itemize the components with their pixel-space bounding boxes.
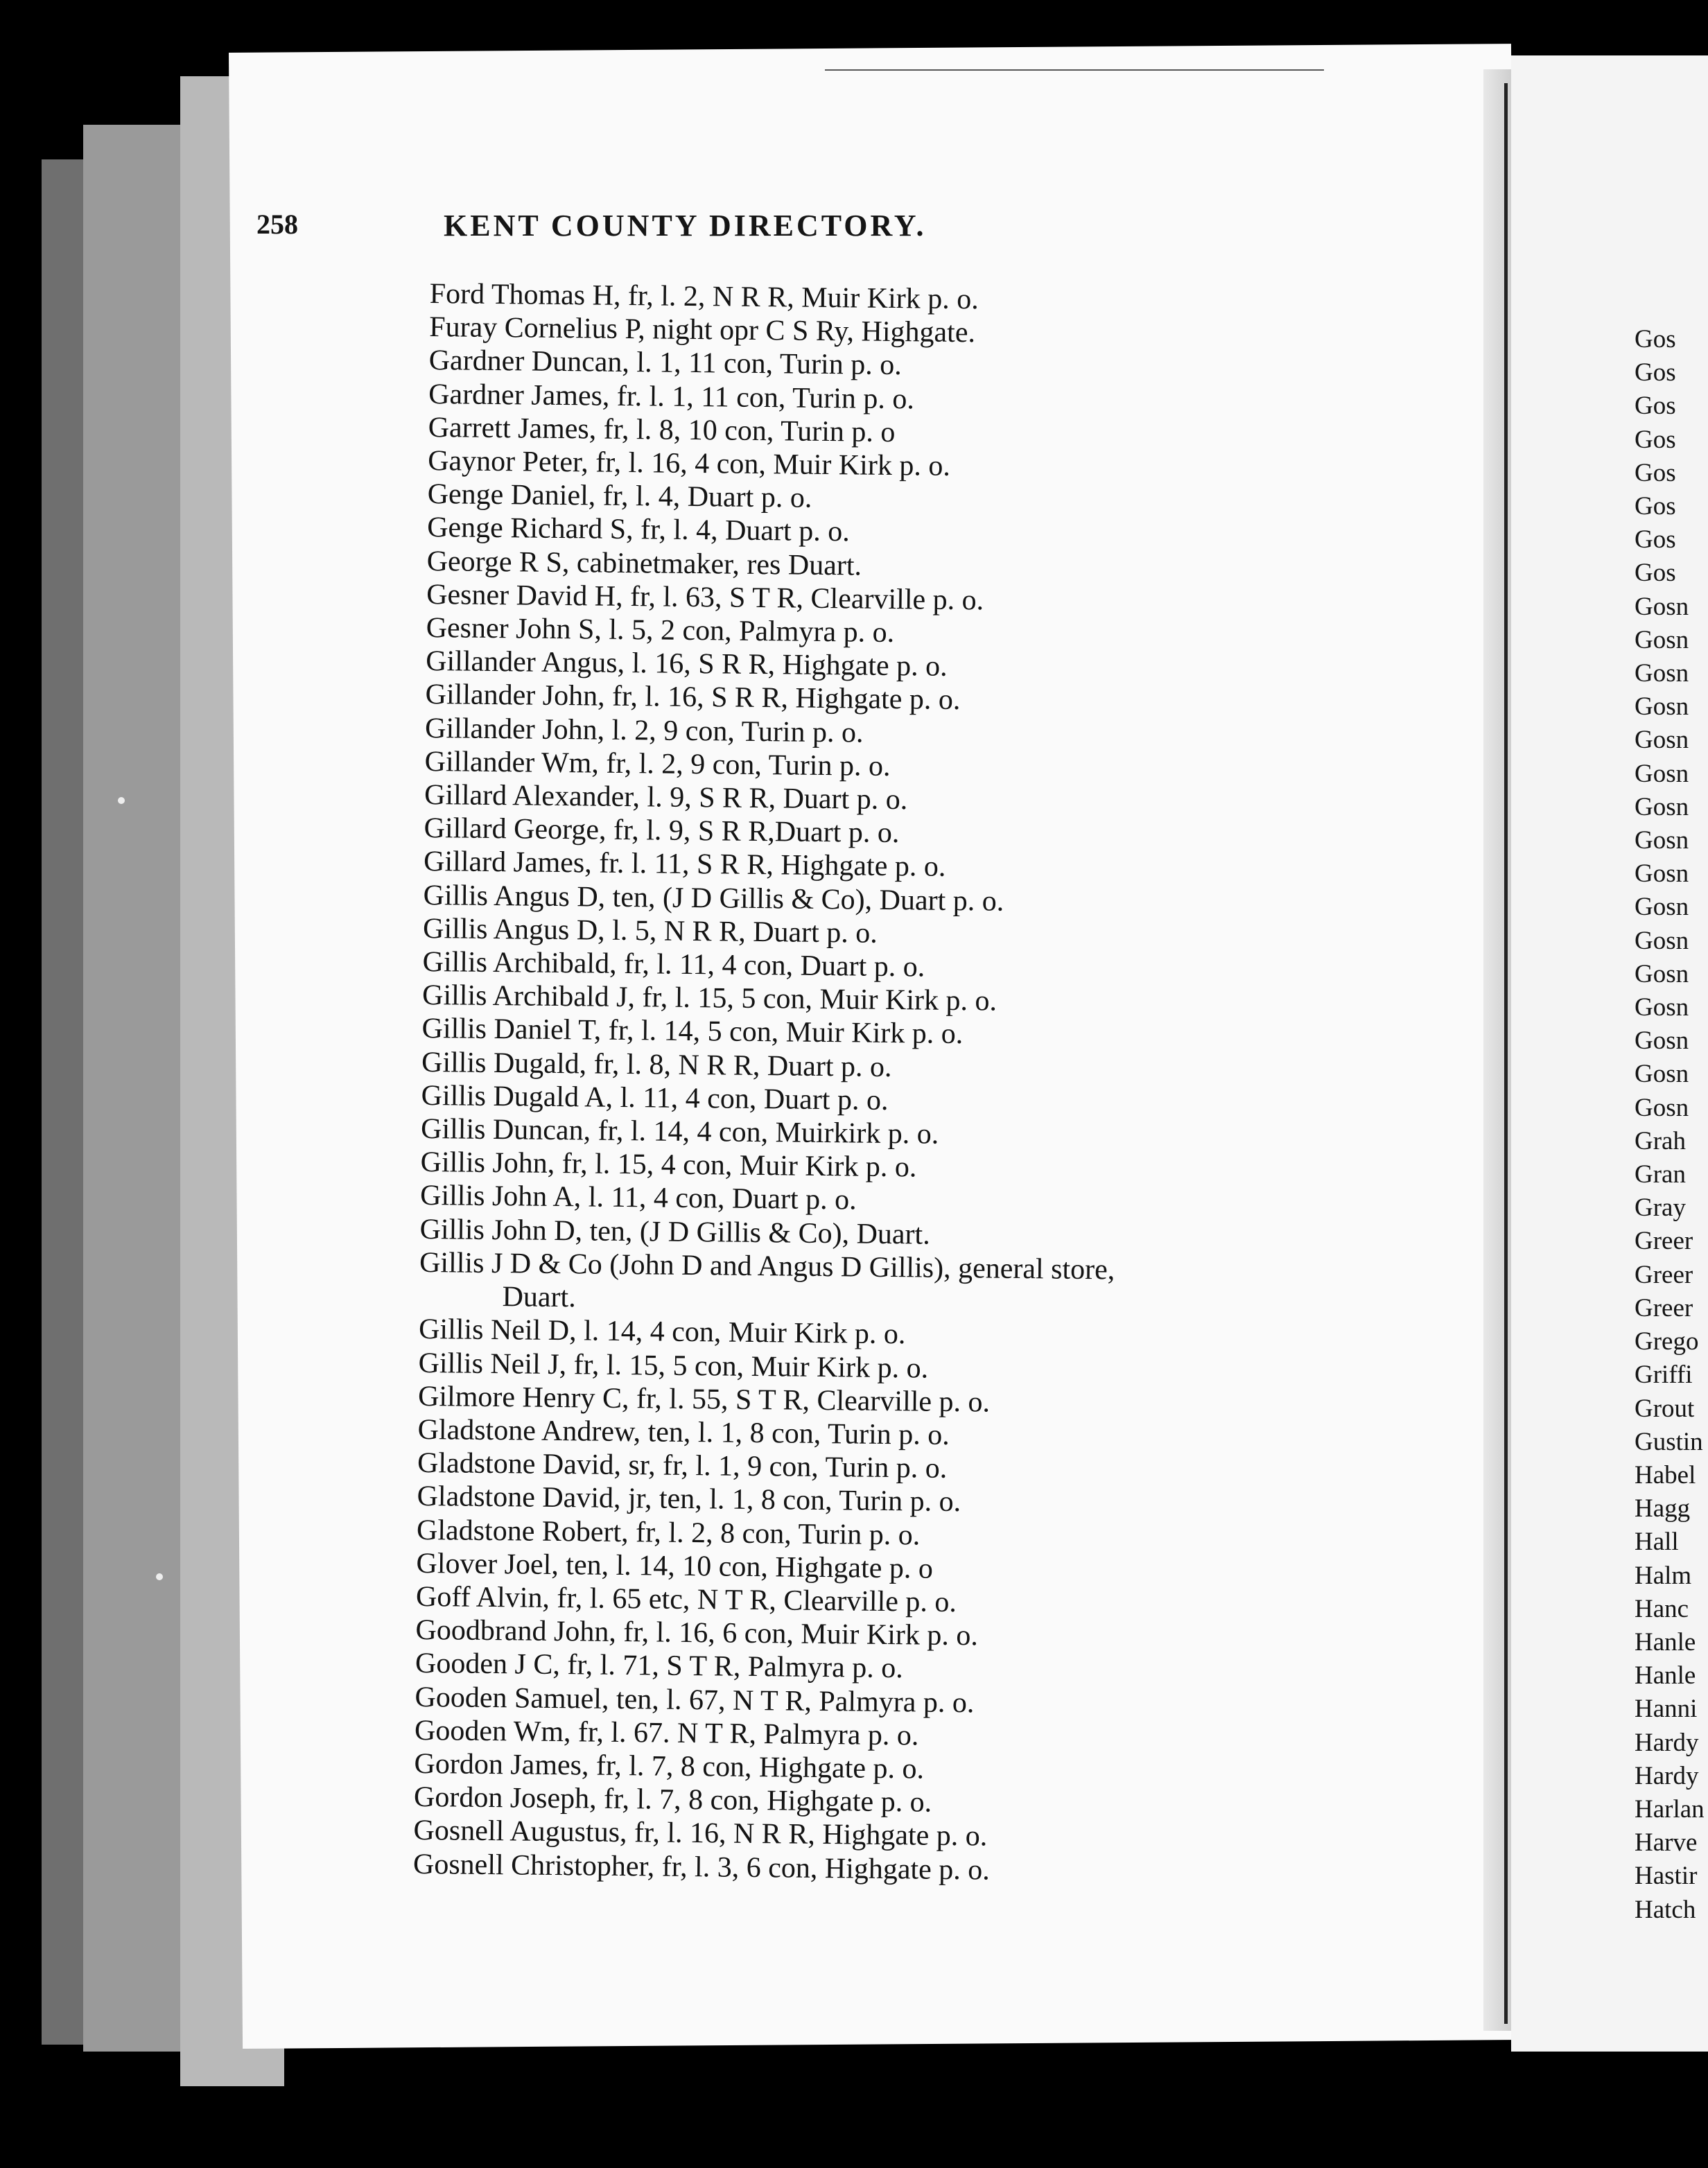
right-page-entry-fragment: Gosn — [1635, 692, 1689, 722]
right-page-entry-fragment: Gosn — [1635, 959, 1689, 988]
directory-entry: Gillis Archibald, fr, l. 11, 4 con, Duart p. o. — [422, 946, 925, 984]
right-page-entry-fragment: Hanc — [1635, 1594, 1689, 1623]
right-page-entry-fragment: Hanle — [1635, 1661, 1696, 1690]
right-page-entry-fragment: Gosn — [1635, 726, 1689, 755]
directory-entry: Gillis Angus D, l. 5, N R R, Duart p. o. — [422, 912, 878, 950]
directory-entry: Gosnell Augustus, fr, l. 16, N R R, Highgate p. o. — [413, 1815, 988, 1853]
directory-entry: Goff Alvin, fr, l. 65 etc, N T R, Clearville p. o. — [415, 1580, 957, 1618]
right-page-entry-fragment: Gosn — [1635, 1093, 1689, 1122]
directory-entry: Gesner David H, fr, l. 63, S T R, Clearville p. o. — [426, 578, 984, 617]
margin-speck — [118, 797, 125, 804]
directory-entry: Gardner James, fr. l. 1, 11 con, Turin p. o. — [428, 378, 915, 415]
right-page-entry-fragment: Grout — [1635, 1394, 1695, 1423]
directory-entry: Gardner Duncan, l. 1, 11 con, Turin p. o. — [428, 344, 902, 382]
directory-entry: Gordon Joseph, fr, l. 7, 8 con, Highgate p. o. — [413, 1781, 932, 1819]
right-page-entry-fragment: Greer — [1635, 1227, 1693, 1256]
binding-line — [1504, 83, 1508, 2024]
right-page-entry-fragment: Gosn — [1635, 759, 1689, 788]
right-page-entry-fragment: Hastir — [1635, 1862, 1698, 1891]
directory-entry: Gooden J C, fr, l. 71, S T R, Palmyra p. o. — [415, 1647, 904, 1685]
right-page-entry-fragment: Gosn — [1635, 625, 1689, 654]
right-page-entry-fragment: Gos — [1635, 559, 1676, 588]
directory-entry: Gillis Angus D, ten, (J D Gillis & Co), Duart p. o. — [423, 879, 1004, 918]
directory-entry: Gillis John D, ten, (J D Gillis & Co), Duart. — [419, 1213, 930, 1251]
directory-entry: Goodbrand John, fr, l. 16, 6 con, Muir Kirk p. o. — [415, 1614, 979, 1652]
right-page-entry-fragment: Hanle — [1635, 1627, 1696, 1656]
right-page-entry-fragment: Gosn — [1635, 893, 1689, 922]
right-page-entry-fragment: Gos — [1635, 392, 1676, 421]
right-page-entry-fragment: Gos — [1635, 492, 1676, 521]
directory-entry: Gillis Neil J, fr, l. 15, 5 con, Muir Kirk p. o. — [418, 1347, 929, 1385]
directory-entry: Glover Joel, ten, l. 14, 10 con, Highgate p. o — [416, 1547, 934, 1585]
directory-entry: Gillard Alexander, l. 9, S R R, Duart p. o. — [424, 779, 908, 816]
right-page-entry-fragment: Gos — [1635, 325, 1676, 353]
right-page-entry-fragment: Gosn — [1635, 659, 1689, 688]
right-page-entry-fragment: Gos — [1635, 425, 1676, 454]
directory-entry: Gosnell Christopher, fr, l. 3, 6 con, Highgate p. o. — [412, 1848, 991, 1887]
margin-speck — [156, 1573, 163, 1580]
page-number: 258 — [256, 209, 298, 240]
directory-entry: Genge Richard S, fr, l. 4, Duart p. o. — [426, 512, 850, 548]
directory-entry: Gooden Samuel, ten, l. 67, N T R, Palmyra p. o. — [415, 1681, 975, 1719]
right-page-entry-fragment: Gos — [1635, 458, 1676, 487]
right-page-entry-fragment: Gos — [1635, 525, 1676, 554]
right-page-entry-fragment: Hanni — [1635, 1695, 1698, 1724]
running-head: KENT COUNTY DIRECTORY. — [444, 209, 927, 243]
directory-entry: Gillis Neil D, l. 14, 4 con, Muir Kirk p. o. — [418, 1313, 906, 1351]
page-header — [256, 208, 1310, 263]
directory-entry: Duart. — [502, 1281, 576, 1314]
right-page-entry-fragment: Gosn — [1635, 826, 1689, 855]
directory-entry: Gillard James, fr. l. 11, S R R, Highgate p. o. — [423, 846, 946, 884]
directory-entry: Gordon James, fr, l. 7, 8 con, Highgate p. o. — [414, 1747, 925, 1785]
right-page-entry-fragment: Gustin — [1635, 1427, 1703, 1456]
directory-entry: Gesner John S, l. 5, 2 con, Palmyra p. o. — [426, 612, 895, 649]
directory-entry: Gillis Daniel T, fr, l. 14, 5 con, Muir Kirk p. o. — [421, 1013, 964, 1051]
right-page-entry-fragment: Greer — [1635, 1293, 1693, 1322]
directory-entry: Gillander John, l. 2, 9 con, Turin p. o. — [424, 712, 864, 749]
directory-entry: Ford Thomas H, fr, l. 2, N R R, Muir Kirk p. o. — [429, 277, 979, 316]
right-page-entry-fragment: Habel — [1635, 1460, 1696, 1489]
directory-entry: Gillis John A, l. 11, 4 con, Duart p. o. — [419, 1180, 857, 1217]
directory-entry: Garrett James, fr, l. 8, 10 con, Turin p. o — [428, 411, 896, 448]
right-page-entry-fragment: Gosn — [1635, 592, 1689, 621]
directory-entry: Gillander John, fr, l. 16, S R R, Highgate p. o. — [425, 679, 961, 717]
right-page-entry-fragment: Gran — [1635, 1160, 1686, 1189]
directory-entry: Gillander Wm, fr, l. 2, 9 con, Turin p. o. — [424, 745, 891, 783]
right-page-entry-fragment: Hardy — [1635, 1728, 1699, 1757]
directory-entry: Gillis Duncan, fr, l. 14, 4 con, Muirkirk p. o. — [420, 1113, 939, 1151]
right-page-entry-fragment: Gray — [1635, 1194, 1686, 1223]
right-page-entry-fragment: Harve — [1635, 1828, 1698, 1857]
directory-entry: Gaynor Peter, fr, l. 16, 4 con, Muir Kirk p. o. — [427, 445, 951, 482]
right-page-entry-fragment: Gosn — [1635, 1026, 1689, 1056]
right-page-entry-fragment: Harlan — [1635, 1794, 1705, 1824]
right-page-entries — [1635, 323, 1708, 1927]
directory-entry: George R S, cabinetmaker, res Duart. — [426, 545, 862, 582]
directory-entry: Gillard George, fr, l. 9, S R R,Duart p. o. — [424, 812, 900, 850]
directory-entry: Gilmore Henry C, fr, l. 55, S T R, Clearville p. o. — [417, 1380, 991, 1419]
right-page-entry-fragment: Hardy — [1635, 1761, 1699, 1790]
right-page-entry-fragment: Gosn — [1635, 993, 1689, 1022]
right-page-entry-fragment: Hagg — [1635, 1494, 1691, 1523]
directory-entry: Gooden Wm, fr, l. 67. N T R, Palmyra p. o. — [414, 1714, 919, 1752]
right-page-entry-fragment: Grah — [1635, 1126, 1686, 1155]
directory-entry: Genge Daniel, fr, l. 4, Duart p. o. — [427, 478, 812, 515]
directory-entry: Gillis J D & Co (John D and Angus D Gillis), general store, — [419, 1246, 1115, 1286]
right-page-entry-fragment: Greer — [1635, 1260, 1693, 1289]
directory-entry: Gillis Dugald A, l. 11, 4 con, Duart p. o. — [421, 1079, 889, 1117]
right-page-entry-fragment: Gosn — [1635, 1060, 1689, 1089]
right-page-entry-fragment: Gos — [1635, 358, 1676, 387]
right-page-entry-fragment: Gosn — [1635, 792, 1689, 821]
right-page-entry-fragment: Grego — [1635, 1327, 1699, 1356]
directory-entries — [413, 277, 1331, 1890]
right-page-entry-fragment: Gosn — [1635, 926, 1689, 955]
directory-entry: Gladstone Robert, fr, l. 2, 8 con, Turin p. o. — [416, 1514, 921, 1552]
directory-entry: Gillis Dugald, fr, l. 8, N R R, Duart p. o. — [421, 1046, 892, 1083]
right-page-entry-fragment: Hall — [1635, 1528, 1679, 1557]
directory-entry: Gillis Archibald J, fr, l. 15, 5 con, Muir Kirk p. o. — [421, 979, 997, 1017]
header-rule — [825, 69, 1324, 71]
right-page-entry-fragment: Halm — [1635, 1561, 1692, 1590]
right-page-entry-fragment: Hatch — [1635, 1895, 1696, 1924]
directory-entry: Gladstone Andrew, ten, l. 1, 8 con, Turin p. o. — [417, 1413, 950, 1451]
directory-entry: Gillis John, fr, l. 15, 4 con, Muir Kirk p. o. — [420, 1146, 917, 1184]
directory-entry: Gillander Angus, l. 16, S R R, Highgate p. o. — [425, 645, 948, 683]
directory-entry: Gladstone David, jr, ten, l. 1, 8 con, Turin p. o. — [417, 1480, 961, 1519]
directory-entry: Gladstone David, sr, fr, l. 1, 9 con, Turin p. o. — [417, 1447, 948, 1485]
right-page-entry-fragment: Griffi — [1635, 1361, 1693, 1390]
directory-entry: Furay Cornelius P, night opr C S Ry, Highgate. — [429, 311, 976, 349]
right-page-entry-fragment: Gosn — [1635, 859, 1689, 889]
